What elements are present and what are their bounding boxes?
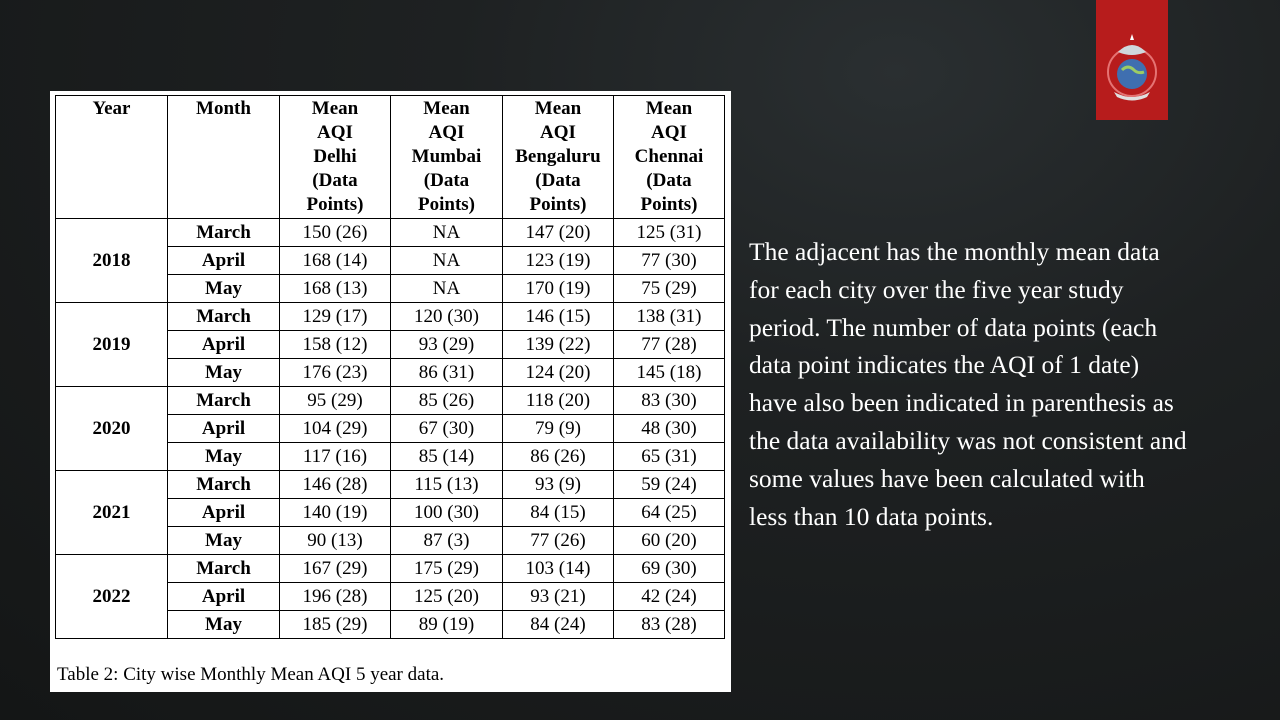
mumbai-cell: 87 (3)	[391, 527, 503, 555]
bengaluru-cell: 124 (20)	[503, 359, 614, 387]
delhi-cell: 196 (28)	[280, 583, 391, 611]
bengaluru-cell: 79 (9)	[503, 415, 614, 443]
year-cell: 2018	[56, 219, 168, 303]
mumbai-cell: 100 (30)	[391, 499, 503, 527]
delhi-cell: 129 (17)	[280, 303, 391, 331]
month-cell: May	[168, 443, 280, 471]
chennai-cell: 64 (25)	[614, 499, 725, 527]
bengaluru-cell: 146 (15)	[503, 303, 614, 331]
chennai-cell: 83 (30)	[614, 387, 725, 415]
chennai-cell: 69 (30)	[614, 555, 725, 583]
table-row	[56, 303, 725, 331]
delhi-cell: 140 (19)	[280, 499, 391, 527]
delhi-cell: 167 (29)	[280, 555, 391, 583]
mumbai-cell: 175 (29)	[391, 555, 503, 583]
month-cell: March	[168, 555, 280, 583]
delhi-cell: 185 (29)	[280, 611, 391, 639]
mumbai-cell: NA	[391, 247, 503, 275]
month-cell: May	[168, 275, 280, 303]
description-text: The adjacent has the monthly mean data for each city over the five year study period. The number of data points (each data point indicates the AQI of 1 date) have also been indicated in parenthesis as the data availability was not consistent and some values have been calculated with less than 10 data points.	[749, 237, 1187, 531]
mumbai-cell: 85 (26)	[391, 387, 503, 415]
table-row	[56, 471, 725, 499]
delhi-cell: 176 (23)	[280, 359, 391, 387]
table-header-row	[56, 96, 725, 219]
month-cell: March	[168, 471, 280, 499]
month-cell: April	[168, 499, 280, 527]
delhi-cell: 90 (13)	[280, 527, 391, 555]
chennai-cell: 60 (20)	[614, 527, 725, 555]
header-bengaluru: Mean AQI Bengaluru (Data Points)	[503, 96, 614, 219]
table-caption: Table 2: City wise Monthly Mean AQI 5 year data.	[57, 664, 445, 685]
bengaluru-cell: 139 (22)	[503, 331, 614, 359]
chennai-cell: 42 (24)	[614, 583, 725, 611]
bengaluru-cell: 147 (20)	[503, 219, 614, 247]
chennai-cell: 77 (28)	[614, 331, 725, 359]
header-mumbai: Mean AQI Mumbai (Data Points)	[391, 96, 503, 219]
chennai-cell: 145 (18)	[614, 359, 725, 387]
mumbai-cell: 85 (14)	[391, 443, 503, 471]
header-year: Year	[56, 96, 168, 219]
delhi-cell: 150 (26)	[280, 219, 391, 247]
mumbai-cell: 89 (19)	[391, 611, 503, 639]
logo	[1096, 0, 1168, 120]
bengaluru-cell: 84 (15)	[503, 499, 614, 527]
month-cell: March	[168, 219, 280, 247]
month-cell: April	[168, 247, 280, 275]
mumbai-cell: 86 (31)	[391, 359, 503, 387]
institution-emblem-logo-icon	[1096, 0, 1168, 120]
month-cell: March	[168, 387, 280, 415]
month-cell: May	[168, 359, 280, 387]
chennai-cell: 75 (29)	[614, 275, 725, 303]
bengaluru-cell: 103 (14)	[503, 555, 614, 583]
delhi-cell: 158 (12)	[280, 331, 391, 359]
bengaluru-cell: 93 (9)	[503, 471, 614, 499]
bengaluru-cell: 123 (19)	[503, 247, 614, 275]
month-cell: May	[168, 527, 280, 555]
delhi-cell: 168 (13)	[280, 275, 391, 303]
year-cell: 2022	[56, 555, 168, 639]
mumbai-cell: 93 (29)	[391, 331, 503, 359]
year-cell: 2021	[56, 471, 168, 555]
month-cell: April	[168, 583, 280, 611]
mumbai-cell: NA	[391, 219, 503, 247]
table-row	[56, 555, 725, 583]
header-chennai: Mean AQI Chennai (Data Points)	[614, 96, 725, 219]
table-panel	[50, 91, 731, 692]
aqi-table	[55, 95, 725, 639]
chennai-cell: 138 (31)	[614, 303, 725, 331]
month-cell: April	[168, 415, 280, 443]
chennai-cell: 125 (31)	[614, 219, 725, 247]
delhi-cell: 95 (29)	[280, 387, 391, 415]
delhi-cell: 168 (14)	[280, 247, 391, 275]
chennai-cell: 48 (30)	[614, 415, 725, 443]
bengaluru-cell: 84 (24)	[503, 611, 614, 639]
header-delhi: Mean AQI Delhi (Data Points)	[280, 96, 391, 219]
bengaluru-cell: 170 (19)	[503, 275, 614, 303]
month-cell: May	[168, 611, 280, 639]
year-cell: 2019	[56, 303, 168, 387]
mumbai-cell: NA	[391, 275, 503, 303]
mumbai-cell: 125 (20)	[391, 583, 503, 611]
delhi-cell: 104 (29)	[280, 415, 391, 443]
month-cell: April	[168, 331, 280, 359]
chennai-cell: 65 (31)	[614, 443, 725, 471]
mumbai-cell: 67 (30)	[391, 415, 503, 443]
table-row	[56, 219, 725, 247]
bengaluru-cell: 86 (26)	[503, 443, 614, 471]
chennai-cell: 59 (24)	[614, 471, 725, 499]
chennai-cell: 77 (30)	[614, 247, 725, 275]
month-cell: March	[168, 303, 280, 331]
year-cell: 2020	[56, 387, 168, 471]
mumbai-cell: 115 (13)	[391, 471, 503, 499]
bengaluru-cell: 93 (21)	[503, 583, 614, 611]
mumbai-cell: 120 (30)	[391, 303, 503, 331]
delhi-cell: 146 (28)	[280, 471, 391, 499]
bengaluru-cell: 118 (20)	[503, 387, 614, 415]
header-month: Month	[168, 96, 280, 219]
table-body	[56, 219, 725, 639]
delhi-cell: 117 (16)	[280, 443, 391, 471]
bengaluru-cell: 77 (26)	[503, 527, 614, 555]
chennai-cell: 83 (28)	[614, 611, 725, 639]
table-row	[56, 387, 725, 415]
